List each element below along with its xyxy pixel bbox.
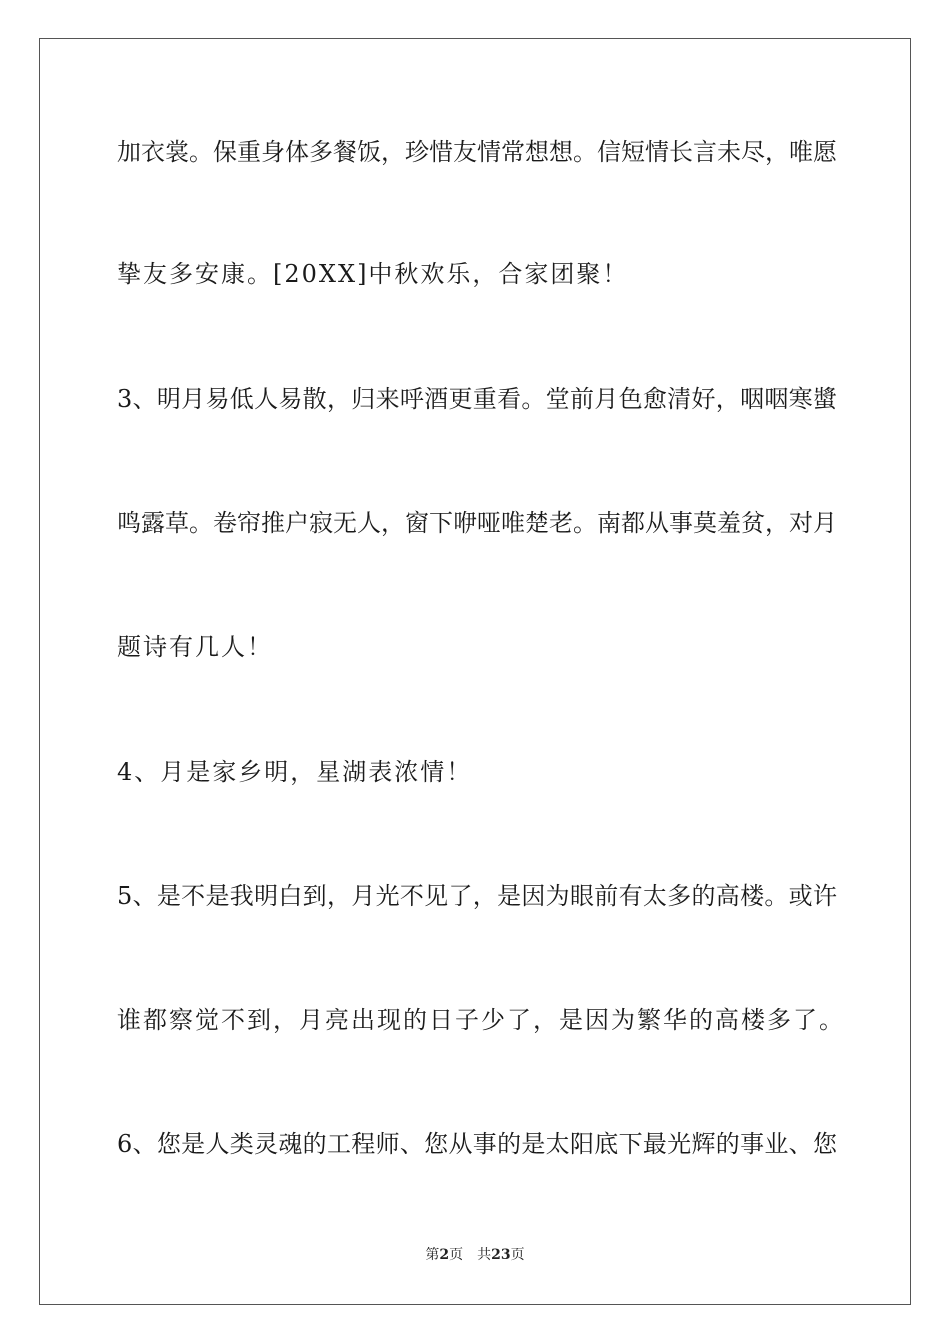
text-line-4: 鸣露草。卷帘推户寂无人，窗下咿哑唯楚老。南都从事莫羞贫，对月: [117, 509, 837, 537]
page-suffix: 页: [449, 1247, 464, 1263]
total-suffix: 页: [510, 1247, 525, 1263]
text-line-6: 4、月是家乡明，星湖表浓情！: [117, 758, 473, 786]
text-line-8: 谁都察觉不到，月亮出现的日子少了，是因为繁华的高楼多了。: [117, 1006, 845, 1034]
page-border: [39, 38, 911, 1305]
total-prefix: 共: [477, 1247, 492, 1263]
text-line-7: 5、是不是我明白到，月光不见了，是因为眼前有太多的高楼。或许: [117, 882, 837, 910]
text-line-9: 6、您是人类灵魂的工程师、您从事的是太阳底下最光辉的事业、您: [117, 1130, 837, 1158]
total-pages: 23: [491, 1247, 511, 1263]
page-prefix: 第: [425, 1247, 440, 1263]
page-number: 2: [439, 1247, 450, 1263]
page-footer: [0, 1246, 950, 1264]
text-line-3: 3、明月易低人易散，归来呼酒更重看。堂前月色愈清好，咽咽寒螿: [117, 385, 837, 413]
text-line-2: 挚友多安康。[20XX]中秋欢乐，合家团聚！: [117, 260, 629, 288]
text-line-5: 题诗有几人！: [117, 633, 273, 661]
text-line-1: 加衣裳。保重身体多餐饭，珍惜友情常想想。信短情长言未尽，唯愿: [117, 138, 837, 166]
